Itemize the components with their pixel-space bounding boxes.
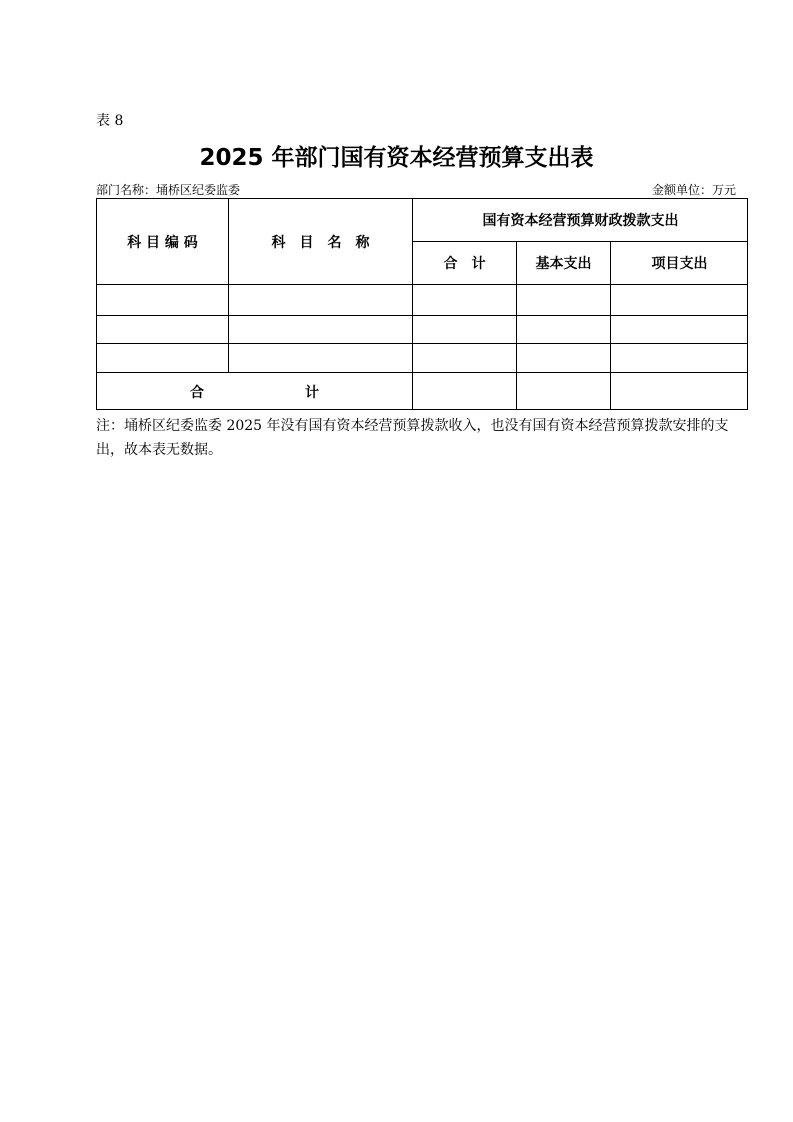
row-basic [517,344,610,372]
row-basic [517,285,610,315]
row-name [229,344,412,372]
total-basic [517,373,610,410]
header-basic: 基本支出 [535,256,592,272]
row-project [611,344,748,372]
row-total [413,316,516,343]
row-project [611,316,748,343]
header-project: 项目支出 [651,256,708,272]
table-note: 注：埇桥区纪委监委 2025 年没有国有资本经营预算拨款收入，也没有国有资本经营预算拨款安排的支出，故本表无数据。 [96,418,729,458]
row-name [229,285,412,315]
row-code [97,285,228,315]
row-project [611,285,748,315]
header-subject-code: 科 目 编 码 [127,234,198,251]
row-basic [517,316,610,343]
row-name [229,316,412,343]
budget-table [96,198,748,410]
row-code [97,316,228,343]
row-code [97,344,228,372]
total-sum [413,373,516,410]
amount-unit: 金额单位：万元 [651,183,736,197]
header-total: 合 计 [443,256,486,272]
row-total [413,344,516,372]
meta-row [96,181,736,198]
total-label-second: 计 [305,384,319,401]
row-total [413,285,516,315]
total-project [611,373,748,410]
department-name: 部门名称：埇桥区纪委监委 [96,183,241,197]
page-title: 2025 年部门国有资本经营预算支出表 [199,145,594,171]
header-group: 国有资本经营预算财政拨款支出 [482,213,679,229]
total-label-first: 合 [190,384,204,401]
page-label: 表 8 [96,113,124,129]
header-subject-name: 科 目 名 称 [271,234,370,251]
